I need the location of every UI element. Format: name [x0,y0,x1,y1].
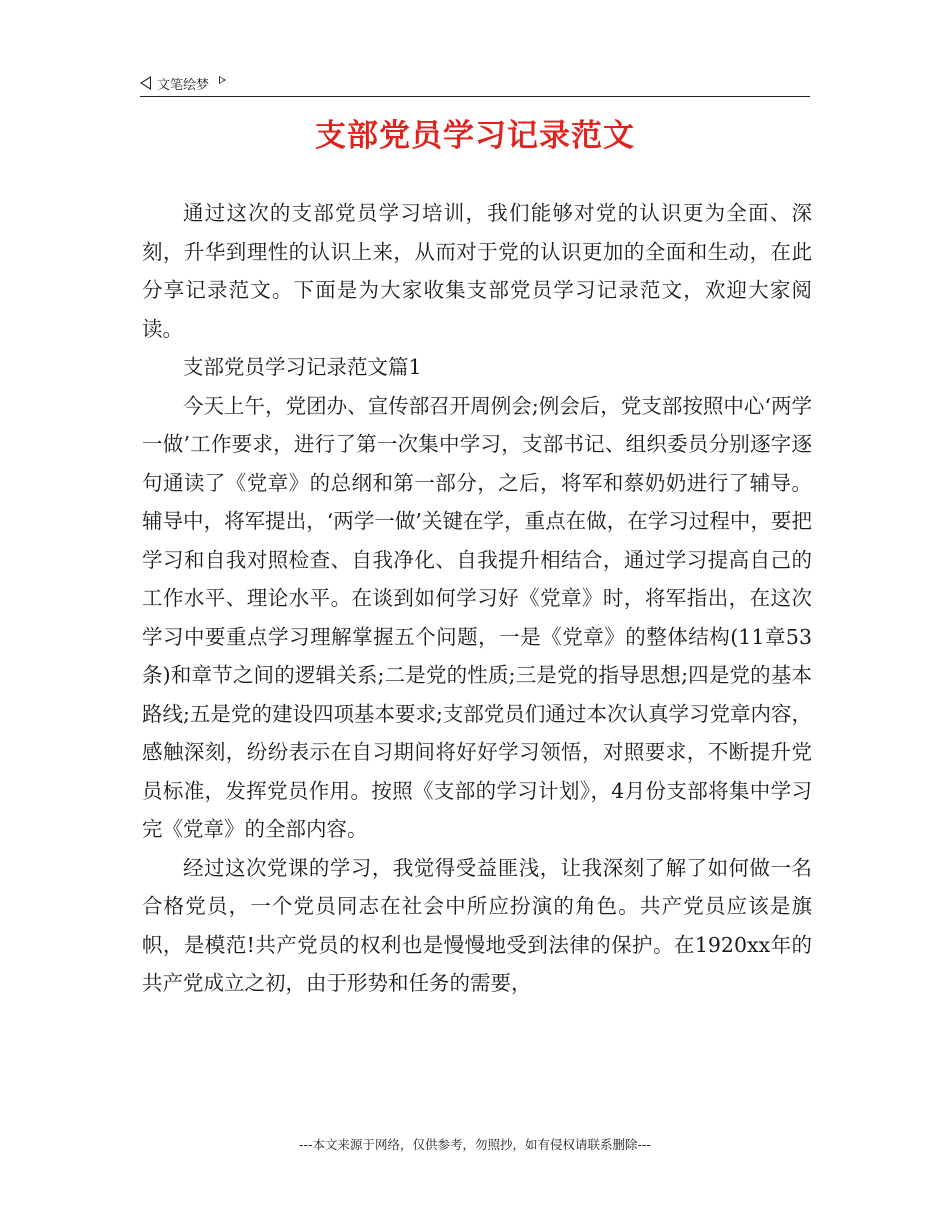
intro-paragraph: 通过这次的支部党员学习培训，我们能够对党的认识更为全面、深刻，升华到理性的认识上来，从而对于党的认识更加的全面和生动，在此分享记录范文。下面是为大家收集支部党员学习记录范文，欢迎大家阅读。 [142,201,812,341]
triangle-left-icon [140,76,151,90]
page-header [140,70,810,97]
body-paragraph: 今天上午，党团办、宣传部召开周例会;例会后，党支部按照中心‘两学一做’工作要求，进行了第一次集中学习，支部书记、组织委员分别逐字逐句通读了《党章》的总纲和第一部分，之后，将军和蔡奶奶进行了辅导。辅导中，将军提出，‘两学一做’关键在学，重点在做，在学习过程中，要把学习和自我对照检查、自我净化、自我提升相结合，通过学习提高自己的工作水平、理论水平。在谈到如何学习好《党章》时，将军指出，在这次学习中要重点学习理解掌握五个问题，一是《党章》的整体结构(11章53条)和章节之间的逻辑关系;二是党的性质;三是党的指导思想;四是党的基本路线;五是党的建设四项基本要求;支部党员们通过本次认真学习党章内容，感触深刻，纷纷表示在自习期间将好好学习领悟，对照要求，不断提升党员标准，发挥党员作用。按照《支部的学习计划》，4月份支部将集中学习完《党章》的全部内容。 [142,393,812,841]
document-body [142,194,812,1003]
document-title: 支部党员学习记录范文 [315,118,635,154]
body-paragraph: 经过这次党课的学习，我觉得受益匪浅，让我深刻了解了如何做一名合格党员，一个党员同志在社会中所应扮演的角色。共产党员应该是旗帜，是模范!共产党员的权利也是慢慢地受到法律的保护。在1920xx年的共产党成立之初，由于形势和任务的需要， [142,855,812,995]
section-heading: 支部党员学习记录范文篇1 [183,355,422,379]
footer-disclaimer: ---本文来源于网络，仅供参考，勿照抄，如有侵权请联系删除--- [298,1137,652,1152]
triangle-right-icon [219,76,226,84]
header-brand: 文笔绘梦 [157,77,210,93]
